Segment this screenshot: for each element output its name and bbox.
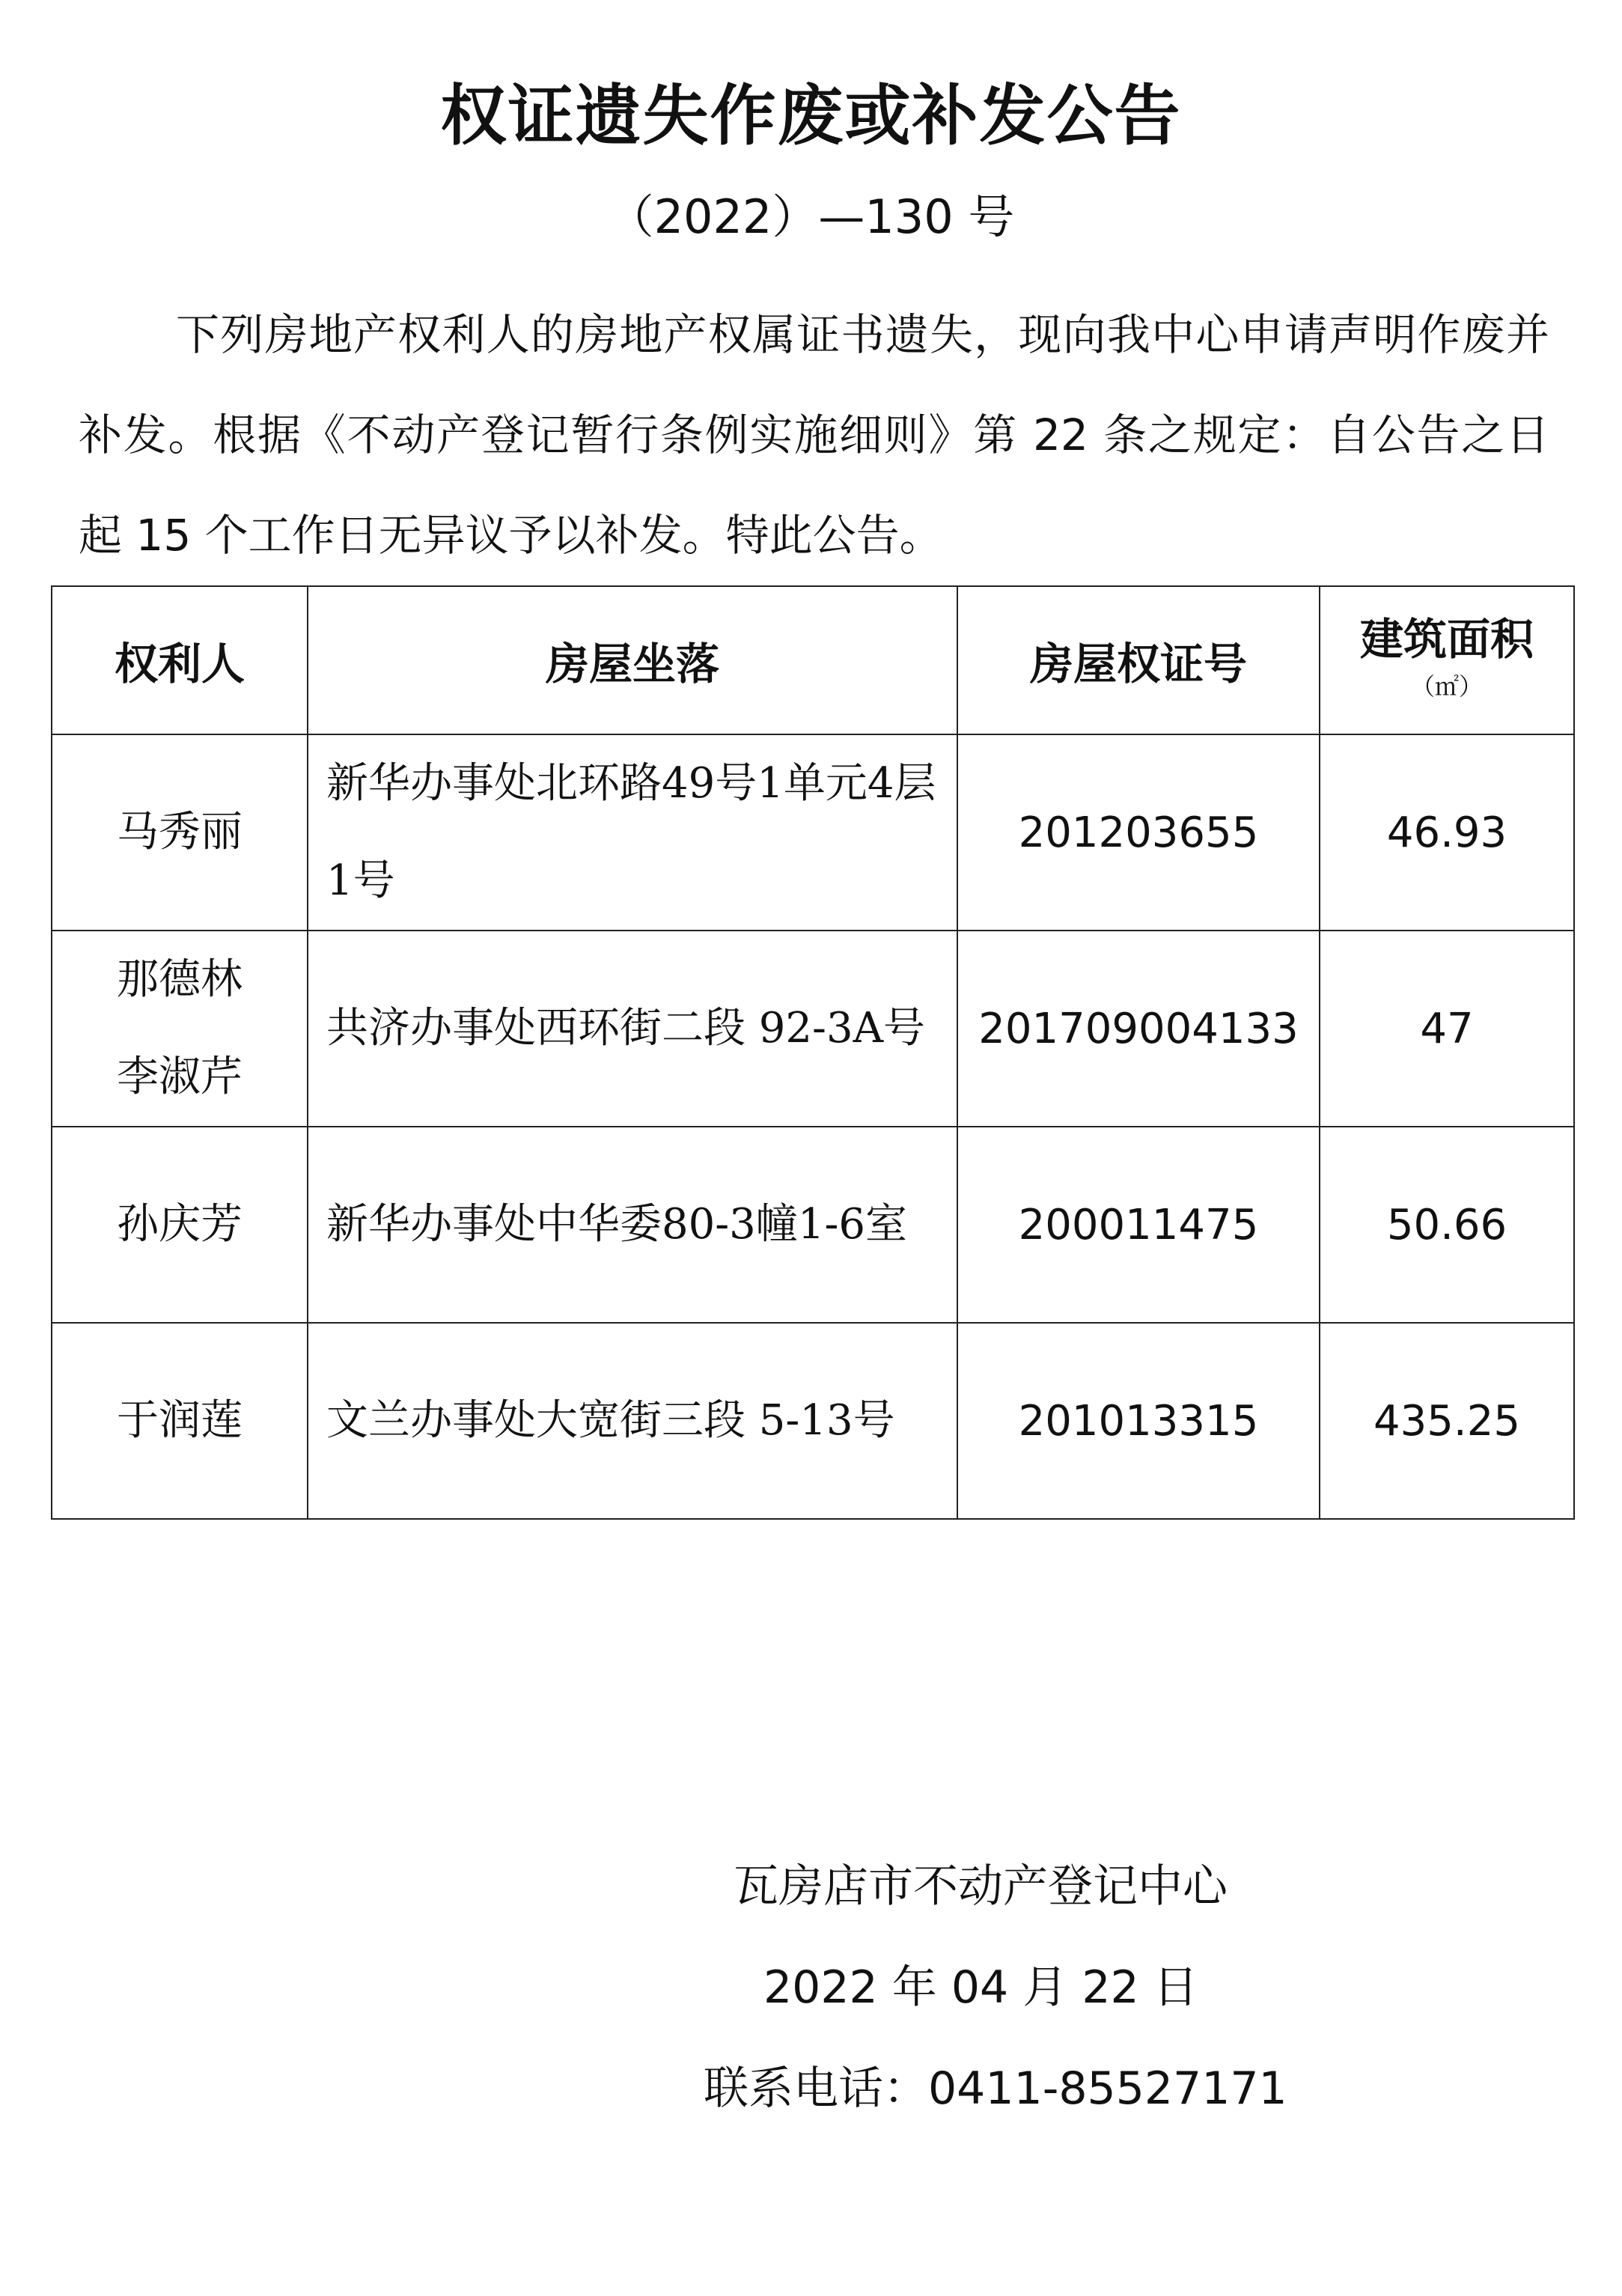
header-holder: 权利人 bbox=[52, 586, 308, 734]
header-cert-no: 房屋权证号 bbox=[957, 586, 1320, 734]
issuer-name: 瓦房店市不动产登记中心 bbox=[734, 1860, 1228, 1913]
row-area: 435.25 bbox=[1320, 1323, 1574, 1519]
row-area: 46.93 bbox=[1320, 734, 1574, 931]
row-location: 文兰办事处大宽街三段 5-13号 bbox=[308, 1323, 957, 1519]
header-area-unit: （㎡） bbox=[1410, 672, 1483, 701]
table-row bbox=[52, 931, 1574, 1127]
table-body bbox=[52, 734, 1574, 1519]
row-holder: 马秀丽 bbox=[52, 734, 308, 931]
row-area: 50.66 bbox=[1320, 1127, 1574, 1323]
row-holder: 于润莲 bbox=[52, 1323, 308, 1519]
header-area-label: 建筑面积 bbox=[1359, 614, 1534, 665]
table-row bbox=[52, 1323, 1574, 1519]
table-row bbox=[52, 1127, 1574, 1323]
row-cert-no: 201709004133 bbox=[957, 931, 1320, 1127]
table-row bbox=[52, 734, 1574, 931]
header-location: 房屋坐落 bbox=[308, 586, 957, 734]
issue-date: 2022 年 04 月 22 日 bbox=[763, 1961, 1198, 2014]
row-cert-no: 200011475 bbox=[957, 1127, 1320, 1323]
row-cert-no: 201013315 bbox=[957, 1323, 1320, 1519]
row-holder: 那德林 李淑芹 bbox=[52, 931, 308, 1127]
notice-body bbox=[79, 284, 1549, 585]
row-location: 新华办事处中华委80-3幢1-6室 bbox=[308, 1127, 957, 1323]
row-cert-no: 201203655 bbox=[957, 734, 1320, 931]
notice-title: 权证遗失作废或补发公告 bbox=[440, 77, 1182, 154]
row-holder: 孙庆芳 bbox=[52, 1127, 308, 1323]
row-area: 47 bbox=[1320, 931, 1574, 1127]
document-number: （2022）—130 号 bbox=[607, 189, 1015, 244]
table-header-row bbox=[52, 586, 1574, 734]
records-table bbox=[51, 585, 1575, 1520]
row-location: 共济办事处西环街二段 92-3A号 bbox=[308, 931, 957, 1127]
row-location: 新华办事处北环路49号1单元4层1号 bbox=[308, 734, 957, 931]
header-area bbox=[1320, 586, 1574, 734]
notice-paragraph: 下列房地产权利人的房地产权属证书遗失，现向我中心申请声明作废并补发。根据《不动产登记暂行条例实施细则》第 22 条之规定：自公告之日起 15 个工作日无异议予以补发。特此公告。 bbox=[79, 309, 1549, 561]
contact-phone: 联系电话：0411-85527171 bbox=[704, 2062, 1287, 2115]
